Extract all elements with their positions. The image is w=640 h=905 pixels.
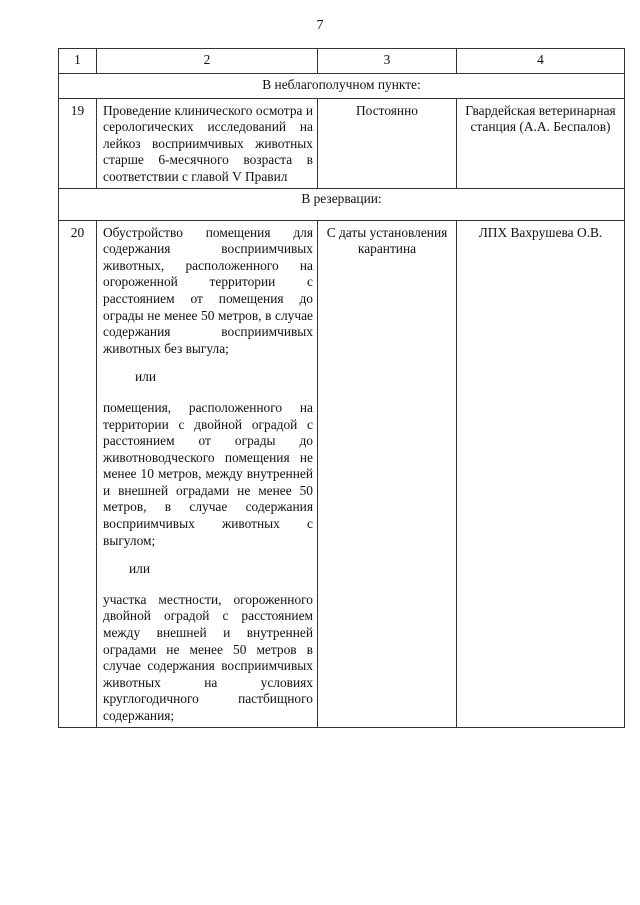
section-row-reservation	[59, 188, 625, 220]
header-col-2: 2	[97, 49, 318, 74]
table-header-row	[59, 49, 625, 74]
table-row-19	[59, 98, 625, 188]
row-20-paragraph-3: участка местности, огороженного двойной оградой с расстоянием между внешней и внутренней оградами не менее 50 метров в случае содержания восприимчивых животных на условиях круглогодичного пастбищного содержания;	[103, 591, 313, 723]
row-19-number: 19	[59, 98, 97, 188]
row-20-or-2: или	[129, 561, 151, 577]
row-20-responsible: ЛПХ Вахрушева О.В.	[457, 220, 625, 727]
row-20-number: 20	[59, 220, 97, 727]
row-20-measure	[97, 220, 318, 727]
row-20-term: С даты установления карантина	[318, 220, 457, 727]
measures-table	[58, 48, 625, 728]
row-20-or-1: или	[135, 369, 157, 385]
row-20-paragraph-1: Обустройство помещения для содержания восприимчивых животных, расположенного на огороженной территории с расстоянием от помещения до ограды не менее 50 метров, в случае содержания восприимчивых животных без выгула;	[103, 224, 313, 356]
section-row-unfavorable	[59, 73, 625, 98]
header-col-4: 4	[457, 49, 625, 74]
table-row-20	[59, 220, 625, 727]
section-title-reservation: В резервации:	[59, 188, 625, 220]
row-20-paragraph-2: помещения, расположенного на территории с двойной оградой с расстоянием от ограды до животноводческого помещения не менее 10 метров, между внутренней и внешней оградами не менее 50 метров, в случае содержания восприимчивых животных с выгулом;	[103, 399, 313, 548]
header-col-1: 1	[59, 49, 97, 74]
row-19-term: Постоянно	[318, 98, 457, 188]
row-19-measure: Проведение клинического осмотра и серологических исследований на лейкоз восприимчивых животных старше 6-месячного возраста в соответствии с главой V Правил	[97, 98, 318, 188]
header-col-3: 3	[318, 49, 457, 74]
page-number: 7	[316, 18, 324, 33]
section-title-unfavorable: В неблагополучном пункте:	[59, 73, 625, 98]
row-19-responsible: Гвардейская ветеринарная станция (А.А. Беспалов)	[457, 98, 625, 188]
